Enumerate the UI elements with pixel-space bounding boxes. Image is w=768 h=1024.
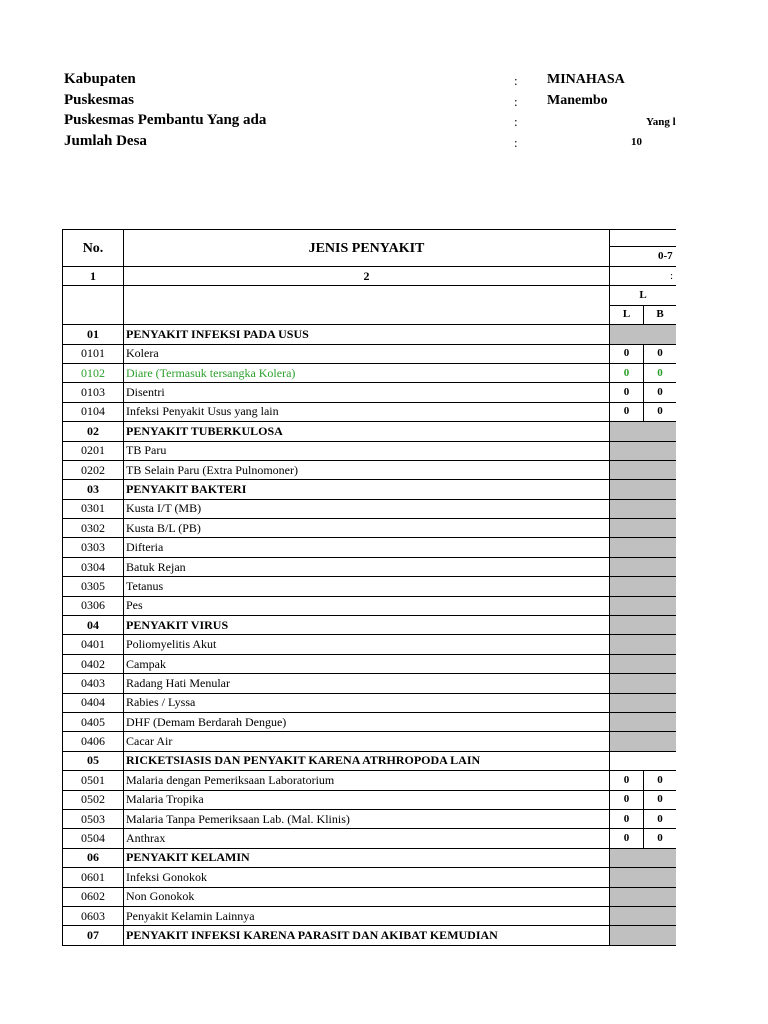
row-disease-name: PENYAKIT INFEKSI PADA USUS [124,325,610,344]
row-value-b: 0 [644,383,677,402]
number-row [63,267,677,286]
row-disease-name: Cacar Air [124,732,610,751]
table-row [63,868,677,887]
row-value-l: 0 [610,402,644,421]
table-row [63,460,677,479]
pustu-value: Yang l [646,116,676,128]
col-jenis-header: JENIS PENYAKIT [124,230,610,267]
disease-table-viewport [62,229,676,946]
table-row [63,906,677,925]
row-disease-name: Pes [124,596,610,615]
table-row [63,693,677,712]
kabupaten-colon: : [514,73,518,88]
table-row [63,402,677,421]
row-disease-name: Infeksi Gonokok [124,868,610,887]
puskesmas-value: Manembo [547,93,608,108]
row-shaded-cell [610,732,677,751]
table-row [63,790,677,809]
number-cell-2: 2 [124,267,610,286]
row-shaded-cell [610,887,677,906]
row-disease-name: Campak [124,654,610,673]
desa-label: Jumlah Desa [64,133,147,149]
row-value-l: 0 [610,829,644,848]
row-code: 0405 [63,712,124,731]
row-disease-name: Malaria dengan Pemeriksaan Laboratorium [124,771,610,790]
row-disease-name: Radang Hati Menular [124,674,610,693]
table-row [63,674,677,693]
row-shaded-cell [610,712,677,731]
row-code: 0401 [63,635,124,654]
row-code: 05 [63,751,124,770]
row-shaded-cell [610,441,677,460]
section-row [63,926,677,945]
table-row [63,344,677,363]
table-row [63,557,677,576]
desa-value: 10 [631,136,642,148]
table-row [63,441,677,460]
table-row [63,596,677,615]
row-shaded-cell [610,519,677,538]
row-disease-name: TB Paru [124,441,610,460]
row-value-b: 0 [644,344,677,363]
row-code: 0302 [63,519,124,538]
row-disease-name: PENYAKIT KELAMIN [124,848,610,867]
subheader-l-group: L [610,286,677,305]
pustu-colon: : [514,114,518,129]
row-code: 0502 [63,790,124,809]
col-no-header: No. [63,230,124,267]
row-disease-name: RICKETSIASIS DAN PENYAKIT KARENA ATRHROPODA LAIN [124,751,610,770]
row-code: 0202 [63,460,124,479]
number-cell-1: 1 [63,267,124,286]
row-disease-name: Diare (Termasuk tersangka Kolera) [124,363,610,382]
kabupaten-value: MINAHASA [547,72,625,87]
row-disease-name: Difteria [124,538,610,557]
row-disease-name: Infeksi Penyakit Usus yang lain [124,402,610,421]
table-row [63,519,677,538]
row-value-b: 0 [644,771,677,790]
row-code: 0301 [63,499,124,518]
section-row [63,848,677,867]
table-row [63,809,677,828]
row-disease-name: PENYAKIT TUBERKULOSA [124,422,610,441]
row-shaded-cell [610,422,677,441]
row-disease-name: Batuk Rejan [124,557,610,576]
col-age-header: 0-7 [610,247,677,267]
row-value-l: 0 [610,344,644,363]
row-code: 01 [63,325,124,344]
row-shaded-cell [610,751,677,770]
row-disease-name: PENYAKIT INFEKSI KARENA PARASIT DAN AKIBAT KEMUDIAN [124,926,610,945]
row-disease-name: Kusta B/L (PB) [124,519,610,538]
table-row [63,829,677,848]
row-shaded-cell [610,693,677,712]
table-row [63,887,677,906]
row-code: 0504 [63,829,124,848]
table-row [63,538,677,557]
row-code: 0602 [63,887,124,906]
row-shaded-cell [610,557,677,576]
row-code: 0601 [63,868,124,887]
row-code: 04 [63,616,124,635]
section-row [63,480,677,499]
row-shaded-cell [610,480,677,499]
row-value-b: 0 [644,829,677,848]
section-row [63,616,677,635]
row-code: 0101 [63,344,124,363]
row-value-b: 0 [644,809,677,828]
row-code: 0403 [63,674,124,693]
row-disease-name: Malaria Tropika [124,790,610,809]
row-value-l: 0 [610,771,644,790]
row-code: 0103 [63,383,124,402]
row-value-l: 0 [610,790,644,809]
row-code: 07 [63,926,124,945]
pustu-label: Puskesmas Pembantu Yang ada [64,112,267,128]
table-row [63,732,677,751]
row-code: 0404 [63,693,124,712]
disease-table [62,229,676,946]
table-row [63,712,677,731]
row-value-l: 0 [610,383,644,402]
row-disease-name: PENYAKIT VIRUS [124,616,610,635]
row-shaded-cell [610,325,677,344]
row-code: 06 [63,848,124,867]
row-value-l: 0 [610,363,644,382]
table-row [63,771,677,790]
table-row [63,635,677,654]
row-disease-name: Kolera [124,344,610,363]
row-disease-name: Kusta I/T (MB) [124,499,610,518]
row-disease-name: Disentri [124,383,610,402]
row-shaded-cell [610,906,677,925]
row-disease-name: Penyakit Kelamin Lainnya [124,906,610,925]
kabupaten-label: Kabupaten [64,71,136,87]
row-disease-name: Anthrax [124,829,610,848]
row-shaded-cell [610,538,677,557]
row-code: 0305 [63,577,124,596]
row-shaded-cell [610,654,677,673]
subheader-b: B [644,305,677,324]
row-shaded-cell [610,926,677,945]
row-shaded-cell [610,596,677,615]
section-row [63,325,677,344]
row-shaded-cell [610,577,677,596]
desa-colon: : [514,135,518,150]
row-code: 0603 [63,906,124,925]
row-code: 0104 [63,402,124,421]
header-row [63,230,677,247]
row-code: 0304 [63,557,124,576]
row-shaded-cell [610,848,677,867]
row-code: 0201 [63,441,124,460]
row-disease-name: Rabies / Lyssa [124,693,610,712]
row-disease-name: DHF (Demam Berdarah Dengue) [124,712,610,731]
row-code: 0303 [63,538,124,557]
table-row [63,363,677,382]
row-shaded-cell [610,499,677,518]
table-row [63,577,677,596]
row-code: 0402 [63,654,124,673]
subheader-blank-no [63,286,124,325]
row-shaded-cell [610,635,677,654]
subheader-row [63,286,677,305]
row-disease-name: PENYAKIT BAKTERI [124,480,610,499]
row-value-b: 0 [644,363,677,382]
row-disease-name: TB Selain Paru (Extra Pulnomoner) [124,460,610,479]
row-shaded-cell [610,460,677,479]
row-disease-name: Malaria Tanpa Pemeriksaan Lab. (Mal. Klinis) [124,809,610,828]
number-cell-3: : [610,267,677,286]
table-row [63,654,677,673]
row-disease-name: Poliomyelitis Akut [124,635,610,654]
row-shaded-cell [610,616,677,635]
section-row [63,751,677,770]
row-code: 03 [63,480,124,499]
row-disease-name: Non Gonokok [124,887,610,906]
row-code: 0306 [63,596,124,615]
subheader-l: L [610,305,644,324]
puskesmas-label: Puskesmas [64,92,135,108]
section-row [63,422,677,441]
row-value-b: 0 [644,402,677,421]
row-code: 0102 [63,363,124,382]
row-value-b: 0 [644,790,677,809]
row-code: 0406 [63,732,124,751]
puskesmas-colon: : [514,94,518,109]
row-disease-name: Tetanus [124,577,610,596]
row-value-l: 0 [610,809,644,828]
row-code: 0503 [63,809,124,828]
table-row [63,499,677,518]
row-shaded-cell [610,674,677,693]
row-code: 0501 [63,771,124,790]
row-shaded-cell [610,868,677,887]
table-row [63,383,677,402]
row-code: 02 [63,422,124,441]
subheader-blank-name [124,286,610,325]
col-group-header [610,230,677,247]
